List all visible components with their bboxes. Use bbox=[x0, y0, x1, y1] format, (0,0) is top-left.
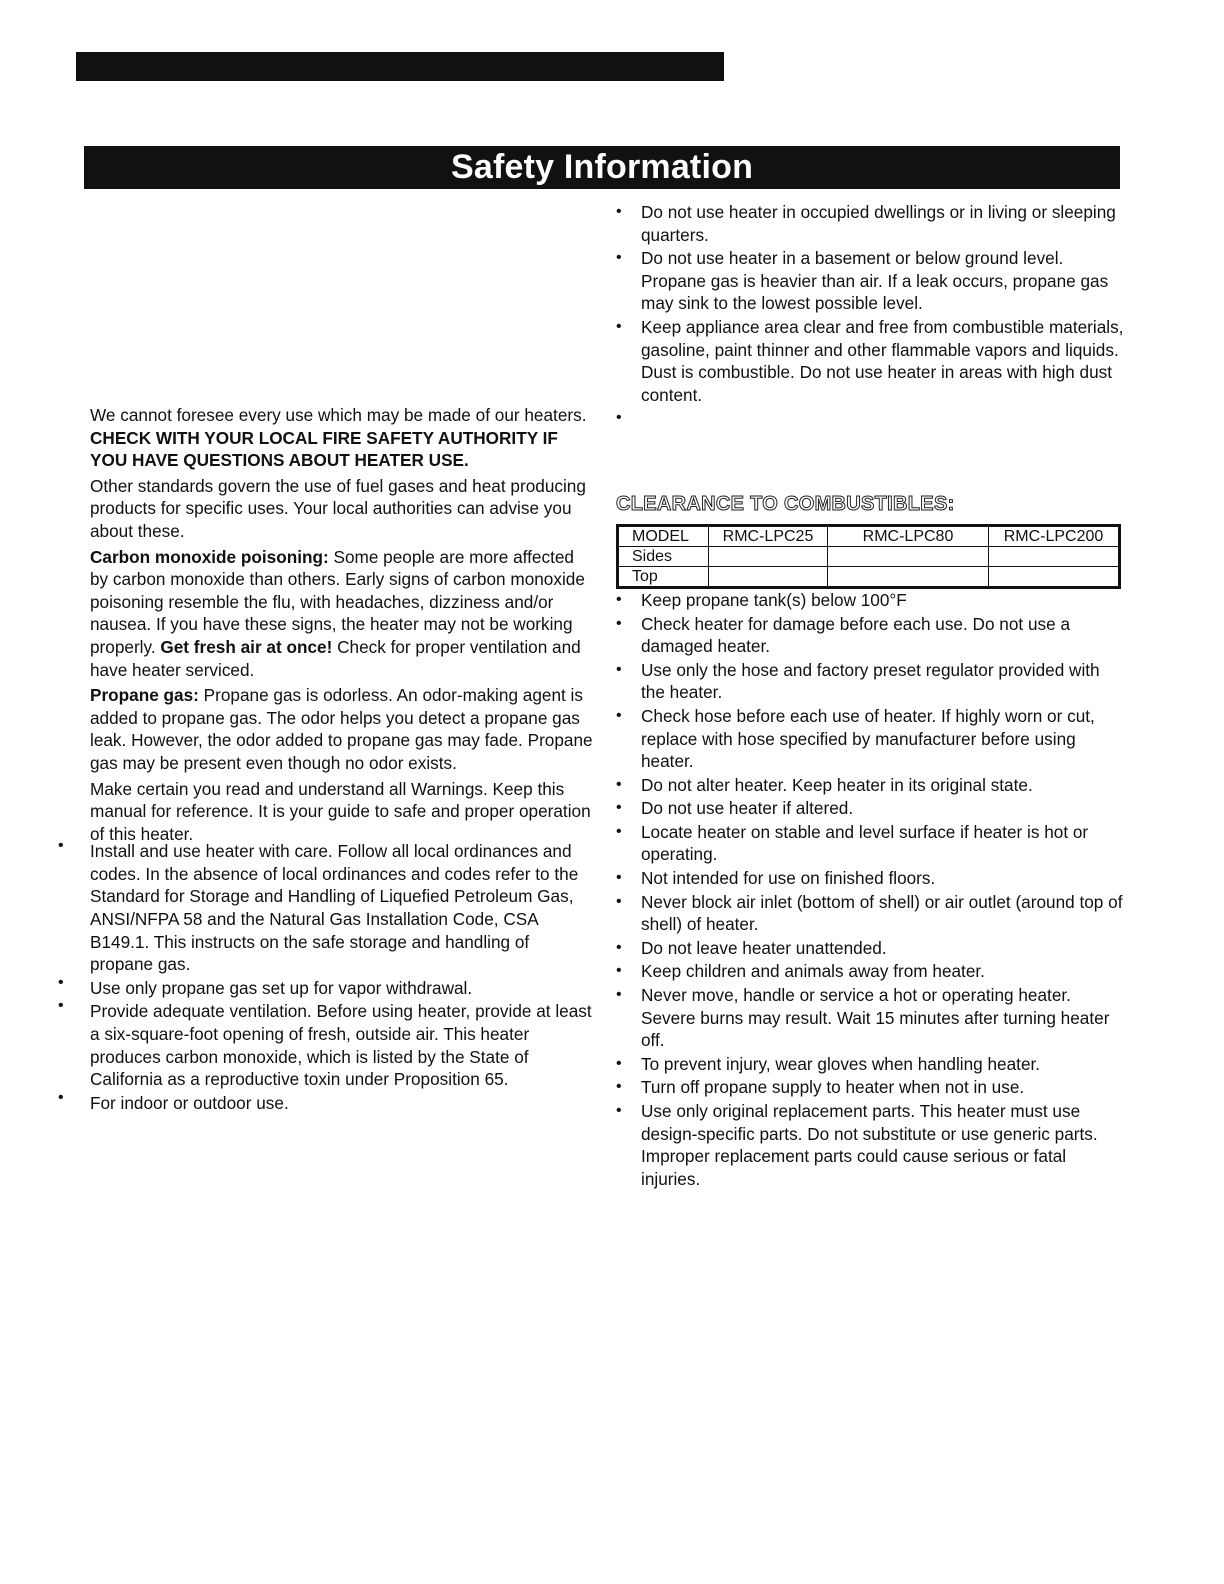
table-cell bbox=[989, 546, 1120, 566]
list-item: • Check hose before each use of heater. If highly worn or cut, replace with hose specified by manufacturer before using heater. bbox=[616, 705, 1095, 772]
table-cell bbox=[989, 566, 1120, 587]
bullet-icon: • bbox=[58, 997, 64, 1015]
table-row bbox=[618, 546, 1120, 566]
bullet-icon: • bbox=[616, 249, 622, 267]
bullet-icon: • bbox=[616, 203, 622, 220]
bullet-icon: • bbox=[616, 962, 622, 980]
bullet-icon: • bbox=[616, 706, 622, 724]
table-cell bbox=[709, 566, 828, 587]
table-header-cell: RMC-LPC80 bbox=[828, 525, 989, 546]
right-bottom-bullet-list bbox=[614, 589, 1124, 1190]
list-item: • Do not alter heater. Keep heater in its original state. bbox=[616, 774, 1033, 795]
bullet-icon: • bbox=[616, 1102, 622, 1119]
list-item: • Use only original replacement parts. This heater must use design-specific parts. Do not substitute or use generic parts. Improper replacement parts could cause serious or fatal injuries. bbox=[616, 1101, 1098, 1189]
intro-paragraph bbox=[90, 404, 595, 472]
bullet-icon: • bbox=[616, 869, 622, 887]
carbon-monoxide-text-2: Check for proper ventilation and have heater serviced. bbox=[90, 636, 581, 680]
list-item: • Never block air inlet (bottom of shell) or air outlet (around top of shell) of heater. bbox=[616, 891, 1123, 935]
left-column bbox=[58, 404, 595, 1115]
intro-text: We cannot foresee every use which may be made of our heaters. bbox=[90, 405, 587, 425]
bullet-icon: • bbox=[616, 986, 622, 1004]
list-item bbox=[614, 407, 1124, 429]
bullet-icon: • bbox=[616, 660, 622, 678]
warnings-paragraph: Make certain you read and understand all Warnings. Keep this manual for reference. It is your guide to safe and proper operation of this heater. bbox=[90, 778, 591, 844]
table-header-cell: RMC-LPC25 bbox=[709, 525, 828, 546]
list-item: • Check heater for damage before each use. Do not use a damaged heater. bbox=[616, 613, 1070, 657]
propane-text: Propane gas is odorless. An odor-making agent is added to propane gas. The odor helps you detect a propane gas leak. However, the odor added to propane gas may fade. Propane gas may be present even though no odor exists. bbox=[90, 685, 593, 773]
table-cell: Top bbox=[618, 566, 709, 587]
list-item: • Do not use heater if altered. bbox=[616, 798, 854, 819]
bullet-icon: • bbox=[616, 938, 622, 956]
carbon-monoxide-text: Some people are more affected by carbon monoxide than others. Early signs of carbon monoxide poisoning resemble the flu, with headaches, dizziness and/or nausea. If you have these signs, the heater may not be working properly. bbox=[90, 546, 585, 657]
table-header-cell: MODEL bbox=[618, 525, 709, 546]
table-header-cell: RMC-LPC200 bbox=[989, 525, 1120, 546]
right-column bbox=[614, 201, 1124, 1191]
list-item: • Use only propane gas set up for vapor withdrawal. bbox=[58, 973, 473, 998]
top-black-bar bbox=[76, 52, 724, 81]
list-item: • Never move, handle or service a hot or operating heater. Severe burns may result. Wait 15 minutes after turning heater off. bbox=[616, 985, 1110, 1051]
bullet-icon: • bbox=[616, 892, 622, 910]
list-item: • Install and use heater with care. Follow all local ordinances and codes. In the absence of local ordinances and codes refer to the Standard for Storage and Handling of Liquefied Petroleum Gas, ANSI/NFPA 58 and the Natural Gas Installation Code, CSA B149.1. This instructs on the safe storage and handling of propane gas. bbox=[58, 837, 579, 975]
list-item: • Keep propane tank(s) below 100°F bbox=[616, 589, 907, 610]
right-top-bullet-list bbox=[614, 201, 1124, 429]
clearance-heading: CLEARANCE TO COMBUSTIBLES: bbox=[616, 493, 955, 516]
list-item: • Locate heater on stable and level surface if heater is hot or operating. bbox=[616, 821, 1089, 865]
list-item: • Do not use heater in a basement or below ground level. Propane gas is heavier than air. If a leak occurs, propane gas may sink to the lowest possible level. bbox=[616, 248, 1109, 314]
bullet-icon: • bbox=[58, 973, 64, 991]
bullet-icon: • bbox=[616, 590, 622, 608]
list-item: • Use only the hose and factory preset regulator provided with the heater. bbox=[616, 659, 1100, 703]
bullet-icon: • bbox=[58, 837, 64, 855]
bullet-icon: • bbox=[616, 614, 622, 632]
fresh-air-warning: Get fresh air at once! bbox=[160, 636, 333, 657]
list-item: • To prevent injury, wear gloves when handling heater. bbox=[616, 1053, 1041, 1074]
carbon-monoxide-paragraph bbox=[90, 546, 595, 682]
bullet-icon: • bbox=[616, 1054, 622, 1072]
clearance-table bbox=[616, 524, 1121, 589]
bullet-icon: • bbox=[616, 317, 622, 335]
list-item: • For indoor or outdoor use. bbox=[58, 1088, 289, 1113]
list-item: • Provide adequate ventilation. Before using heater, provide at least a six-square-foot opening of fresh, outside air. This heater produces carbon monoxide, which is listed by the State of California as a reproductive toxin under Proposition 65. bbox=[58, 997, 592, 1090]
bullet-icon: • bbox=[616, 775, 622, 793]
standards-paragraph: Other standards govern the use of fuel gases and heat producing products for specific uses. Your local authorities can advise you about these. bbox=[90, 475, 586, 541]
list-item: • Not intended for use on finished floors. bbox=[616, 868, 936, 889]
table-cell: Sides bbox=[618, 546, 709, 566]
bullet-icon: • bbox=[616, 409, 622, 427]
carbon-monoxide-label: Carbon monoxide poisoning: bbox=[90, 546, 329, 567]
propane-paragraph bbox=[90, 684, 595, 774]
list-item: • Keep appliance area clear and free from combustible materials, gasoline, paint thinner and other flammable vapors and liquids. Dust is combustible. Do not use heater in areas with high dust content. bbox=[616, 316, 1124, 405]
list-item: • Do not use heater in occupied dwellings or in living or sleeping quarters. bbox=[616, 202, 1116, 245]
propane-label: Propane gas: bbox=[90, 685, 199, 706]
bullet-icon: • bbox=[616, 799, 622, 817]
table-cell bbox=[709, 546, 828, 566]
table-cell bbox=[828, 566, 989, 587]
intro-bold-text: CHECK WITH YOUR LOCAL FIRE SAFETY AUTHORITY IF YOU HAVE QUESTIONS ABOUT HEATER USE. bbox=[90, 427, 558, 471]
page-title: Safety Information bbox=[84, 146, 1120, 189]
bullet-icon: • bbox=[616, 1078, 622, 1096]
table-cell bbox=[828, 546, 989, 566]
bullet-icon: • bbox=[616, 822, 622, 840]
table-header-row bbox=[618, 525, 1120, 546]
list-item: • Do not leave heater unattended. bbox=[616, 937, 887, 958]
bullet-icon: • bbox=[58, 1088, 64, 1106]
list-item: • Turn off propane supply to heater when not in use. bbox=[616, 1077, 1025, 1098]
list-item: • Keep children and animals away from heater. bbox=[616, 961, 985, 982]
left-bullet-list bbox=[58, 837, 595, 1114]
table-row bbox=[618, 566, 1120, 587]
